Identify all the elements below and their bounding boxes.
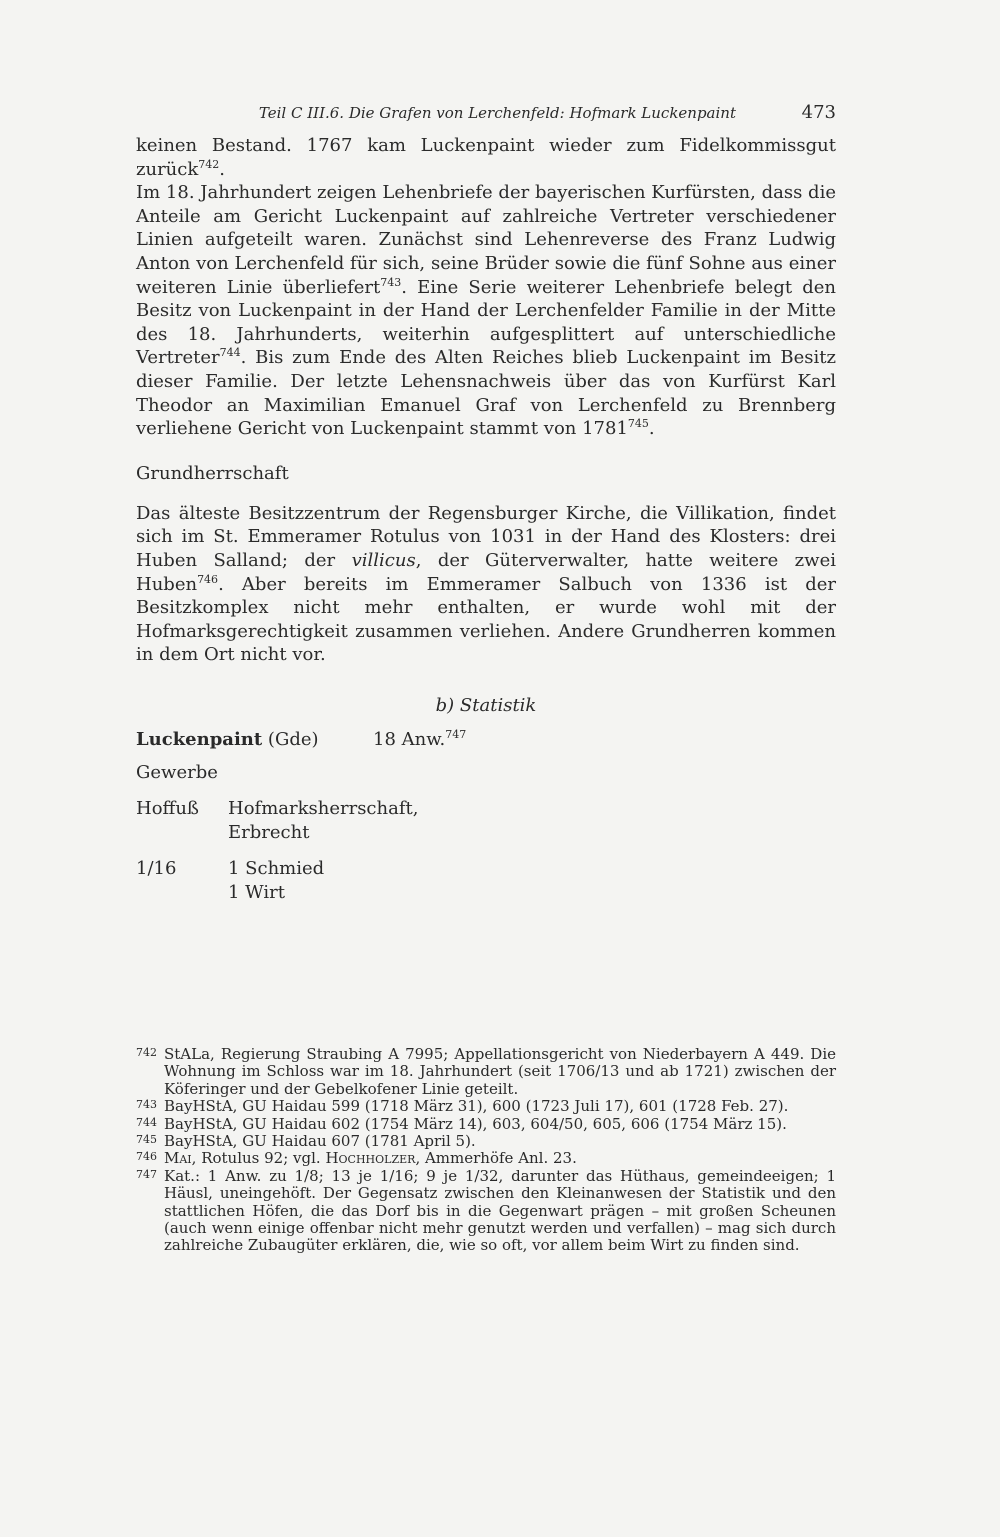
text-run: . Eine Serie weiterer Lehenbriefe belegt den Besitz von Luckenpaint in der Hand der Lerchenfelder Familie in der Mitte des 18. Jahrhunderts, weiterhin aufgesplittert auf unterschiedliche Vertreter (136, 276, 836, 369)
footnote-742 (136, 1046, 836, 1098)
household-count (373, 728, 466, 752)
place-name (136, 728, 373, 752)
statistik-place-row (136, 728, 836, 752)
footnote-text: Kat.: 1 Anw. zu 1/8; 13 je 1/16; 9 je 1/32, darunter das Hüthaus, gemeindeeigen; 1 Häusl, uneingehöft. Der Gegensatz zwischen den Kleinanwesen der Statistik und den stattlichen Höfen, die das Dorf bis in die Gegenwart prägen – mit großen Scheunen (auch wenn einige offenbar nicht mehr genutzt werden und verfallen) – mag sich durch zahlreiche Zubaugüter erklären, die, wie so oft, vor allem beim Wirt zu finden sind. (164, 1166, 836, 1255)
italic-term: villicus (351, 549, 416, 571)
row-label: Hoffuß (136, 797, 199, 819)
statistik-row (136, 797, 836, 845)
page (136, 100, 836, 917)
footnote-ref-743: 743 (380, 275, 402, 289)
footnote-text: BayHStA, GU Haidau 607 (1781 April 5). (164, 1132, 476, 1151)
page-number: 473 (801, 102, 836, 123)
footnote-743 (136, 1098, 836, 1115)
footnotes (136, 1046, 836, 1255)
row-values (228, 857, 324, 905)
text-run: . (219, 158, 225, 180)
footnote-746 (136, 1150, 836, 1167)
body-text (136, 134, 836, 667)
section-heading-statistik: b) Statistik (435, 694, 537, 716)
row-values (228, 797, 418, 845)
footnote-text: BayHStA, GU Haidau 602 (1754 März 14), 603, 604/50, 605, 606 (1754 März 15). (164, 1114, 787, 1133)
statistik-row (136, 857, 836, 905)
place-suffix: (Gde) (262, 728, 319, 750)
footnote-747 (136, 1168, 836, 1255)
paragraph-1 (136, 134, 836, 181)
text-run: . (648, 418, 655, 440)
count-text: 18 Anw. (373, 728, 446, 750)
text-run: keinen Bestand. 1767 kam Luckenpaint wieder zum Fidelkommissgut zurück (136, 135, 836, 180)
footnote-text: , Rotulus 92; vgl. (191, 1149, 326, 1168)
footnote-ref-744: 744 (219, 346, 241, 360)
row-label: 1/16 (136, 857, 177, 879)
text-run: , der Güterverwalter, hatte weitere zwei Huben (136, 549, 836, 595)
row-value-line: 1 Wirt (228, 881, 285, 903)
footnote-text: StALa, Regierung Straubing A 7995; Appellationsgericht von Niederbayern A 449. Die Wohnung im Schloss war im 18. Jahrhundert (seit 1706/13 und ab 1721) zwischen der Köferinger und der Gebelkofener Linie geteilt. (164, 1045, 836, 1098)
text-run: Das älteste Besitzzentrum der Regensburger Kirche, die Villikation, findet sich im St. Emmeramer Rotulus von 1031 in der Hand des Klosters: drei Huben Salland; der (136, 502, 836, 571)
footnote-number: 746 (136, 1150, 157, 1164)
footnote-number: 747 (136, 1167, 157, 1181)
author-name: Hochholzer (325, 1149, 416, 1168)
footnote-ref-747: 747 (445, 727, 467, 741)
footnote-745 (136, 1133, 836, 1150)
place-name-bold: Luckenpaint (136, 728, 263, 750)
footnote-number: 745 (136, 1133, 157, 1147)
footnote-text: BayHStA, GU Haidau 599 (1718 März 31), 600 (1723 Juli 17), 601 (1728 Feb. 27). (164, 1097, 789, 1116)
running-head (136, 100, 836, 134)
gewerbe-label: Gewerbe (136, 761, 218, 783)
paragraph-2 (136, 181, 836, 441)
footnote-ref-745: 745 (627, 417, 649, 431)
row-value-line: 1 Schmied (228, 857, 325, 879)
footnote-ref-746: 746 (197, 572, 219, 586)
footnote-number: 744 (136, 1115, 157, 1129)
text-run: Im 18. Jahrhundert zeigen Lehenbriefe der bayerischen Kurfürsten, dass die Anteile am Gericht Luckenpaint auf zahlreiche Vertreter verschiedener Linien aufgeteilt waren. Zunächst sind Lehenreverse des Franz Ludwig Anton von Lerchenfeld für sich, seine Brüder sowie die fünf Sohne aus einer weiteren Linie überliefert (136, 182, 836, 298)
footnote-text: , Ammerhöfe Anl. 23. (415, 1149, 577, 1168)
text-run: . Aber bereits im Emmeramer Salbuch von 1336 ist der Besitzkomplex nicht mehr enthalten, er wurde wohl mit der Hofmarksgerechtigkeit zusammen verliehen. Andere Grundherren kommen in dem Ort nicht vor. (136, 573, 836, 666)
row-value-line: Hofmarksherrschaft, (228, 797, 419, 819)
paragraph-grundherrschaft (136, 502, 836, 667)
section-heading-grundherrschaft: Grundherrschaft (136, 462, 289, 484)
author-name: Mai (164, 1149, 192, 1168)
text-run: . Bis zum Ende des Alten Reiches blieb Luckenpaint im Besitz dieser Familie. Der letzte Lehensnachweis über das von Kurfürst Karl Theodor an Maximilian Emanuel Graf von Lerchenfeld zu Brennberg verliehene Gericht von Luckenpaint stammt von 1781 (136, 347, 836, 440)
row-value-line: Erbrecht (228, 821, 310, 843)
footnote-number: 742 (136, 1046, 157, 1059)
footnote-744 (136, 1116, 836, 1133)
footnote-number: 743 (136, 1098, 157, 1112)
footnote-ref-742: 742 (198, 157, 220, 171)
running-head-title: Teil C III.6. Die Grafen von Lerchenfeld: Hofmark Luckenpaint (258, 104, 736, 122)
